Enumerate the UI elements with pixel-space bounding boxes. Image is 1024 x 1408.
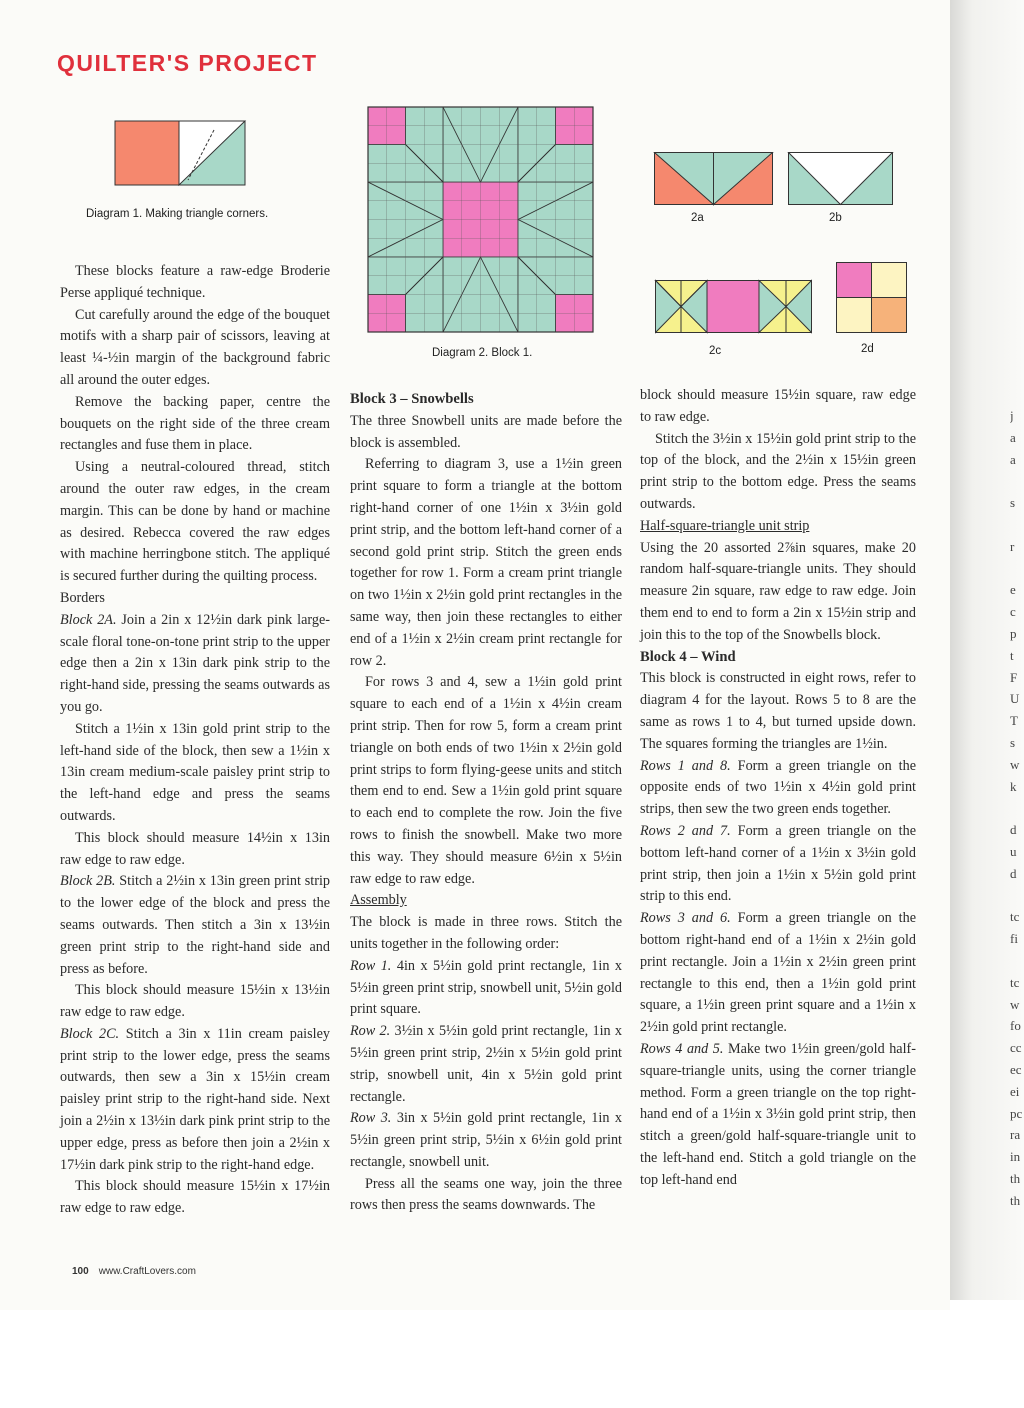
gutter-fragment: w (1010, 996, 1020, 1012)
gutter-fragment: a (1010, 451, 1016, 467)
block-label: Block 2B. (60, 873, 116, 890)
gutter-fragment: r (1010, 538, 1015, 554)
paragraph: This block should measure 15½in x 17½in raw edge to raw edge. (60, 1178, 330, 1217)
diagram-2d (836, 262, 908, 334)
paragraph: block should measure 15½in square, raw edge to raw edge. (640, 387, 916, 425)
subheading-borders: Borders (60, 589, 105, 606)
diagram-2-caption: Diagram 2. Block 1. (432, 347, 533, 359)
gutter-fragment: fi (1010, 931, 1018, 947)
gutter-fragment: th (1010, 1170, 1021, 1186)
paragraph: Block 2B. Stitch a 2½in x 13in green print strip to the lower edge of the block and press the seams outwards. Then stitch a 3in x 13½in green print strip to the right-hand side and press as before. (60, 873, 331, 977)
gutter-fragment: F (1010, 669, 1018, 685)
gutter-fragment: th (1010, 1192, 1021, 1208)
row-label: Rows 1 and 8. (640, 757, 731, 774)
gutter-fragment: fo (1010, 1018, 1021, 1034)
gutter-fragment (1010, 514, 1024, 536)
gutter-fragment: d (1010, 865, 1017, 881)
row-label: Rows 4 and 5. (640, 1040, 724, 1057)
orange-square (115, 121, 179, 185)
diagram-2a-label: 2a (691, 212, 704, 224)
paragraph: Block 2C. Stitch a 3in x 11in cream paisley print strip to the lower edge, press the seams outwards, then sew a 3in x 15½in cream paisley print strip to the right-hand side. Next join a 2½in x 13½in dark pink print strip to the upper edge, press as before then join a 2½in x 17½in dark pink strip to the right-hand edge. (60, 1025, 330, 1173)
paragraph: Row 1. 4in x 5½in gold print rectangle, 1in x 5½in green print strip, snowbell unit, 5½in gold print square. (350, 957, 622, 1018)
paragraph: The three Snowbell units are made before the block is assembled. (350, 412, 622, 451)
gutter-fragment (1010, 797, 1024, 819)
subheading-assembly: Assembly (350, 892, 407, 909)
subheading-hst-strip: Half-square-triangle unit strip (640, 517, 810, 534)
paragraph: This block should measure 14½in x 13in raw edge to raw edge. (60, 829, 330, 868)
diagram-2b (788, 152, 894, 206)
gutter-fragment: t (1010, 647, 1014, 663)
gutter-fragment: k (1010, 778, 1017, 794)
gutter-fragment: ec (1010, 1061, 1022, 1077)
gutter-fragment: p (1010, 625, 1017, 641)
text-column-1 (60, 261, 330, 1220)
gutter-fragment (1010, 470, 1024, 492)
block-label: Block 2C. (60, 1025, 120, 1042)
paragraph: Rows 2 and 7. Form a green triangle on the bottom left-hand corner of a 1½in x 3½in gold print strip, then join a 1½in x 5½in gold print strip to this end. (640, 822, 916, 905)
gutter-fragment: tc (1010, 909, 1020, 925)
diagram-2d-label: 2d (861, 343, 874, 355)
gutter-fragment: a (1010, 429, 1016, 445)
gutter-fragment: j (1010, 408, 1014, 423)
gutter-fragment: U (1010, 691, 1020, 707)
section-header: QUILTER'S PROJECT (57, 50, 318, 76)
gutter-fragment: e (1010, 582, 1016, 598)
diagram-2-block-1 (368, 107, 594, 341)
diagram-2b-label: 2b (829, 212, 842, 224)
diagram-1-caption: Diagram 1. Making triangle corners. (86, 208, 269, 220)
row-label: Row 3. (350, 1110, 392, 1127)
paragraph: Stitch the 3½in x 15½in gold print strip to the top of the block, and the 2½in x 15½in green print strip to the bottom edge. Press the seams outwards. (640, 430, 916, 512)
text-column-2 (350, 389, 622, 1217)
gutter-fragment (1010, 885, 1024, 907)
paragraph: Remove the backing paper, centre the bouquets on the right side of the three cream rectangles and fuse them in place. (60, 393, 330, 454)
paragraph: Rows 3 and 6. Form a green triangle on the bottom right-hand end of a 1½in x 2½in gold print rectangle. Join a 1½in x 2½in green print rectangle to this end, then a 1½in gold print square, a 1½in green print square and a 1½in x 2½in gold print rectangle. (640, 910, 916, 1036)
paragraph: Row 2. 3½in x 5½in gold print rectangle, 1in x 5½in green print strip, 2½in x 5½in gold print strip, snowbell unit, 4in x 5½in gold print rectangle. (350, 1023, 622, 1105)
gutter-fragment: ei (1010, 1083, 1020, 1099)
page-footer (72, 1266, 196, 1277)
paragraph: Block 2A. Join a 2in x 12½in dark pink large-scale floral tone-on-tone print strip to the upper edge then a 2in x 13in dark pink strip to the right-hand side, pressing the seams outwards as you go. (60, 611, 330, 715)
gutter-fragment: s (1010, 734, 1016, 750)
row-label: Row 2. (350, 1023, 391, 1040)
gutter-fragment: s (1010, 495, 1016, 511)
gutter-fragment: ra (1010, 1127, 1021, 1143)
gutter-fragment (1010, 950, 1024, 972)
paragraph: Stitch a 1½in x 13in gold print strip to the left-hand side of the block, then sew a 1½in x 13in cream medium-scale paisley print strip to the left-hand edge and press the seams outwards. (60, 720, 330, 824)
facing-page-edge-text (1010, 405, 1024, 1211)
row-label: Row 1. (350, 957, 392, 974)
gutter-fragment: pc (1010, 1105, 1023, 1121)
paragraph: Cut carefully around the edge of the bouquet motifs with a sharp pair of scissors, leaving at least ¼-½in margin of the background fabric all around the outer edges. (60, 306, 330, 388)
paragraph: Press all the seams one way, join the three rows then press the seams downwards. The (350, 1175, 622, 1214)
row-label: Rows 3 and 6. (640, 910, 731, 927)
paragraph: Using the 20 assorted 2⅞in squares, make 20 random half-square-triangle units. They should measure 2in square, raw edge to raw edge. Join them end to end to form a 2in x 15½in strip and join this to the top of the Snowbells block. (640, 539, 916, 643)
paragraph: This block is constructed in eight rows, refer to diagram 4 for the layout. Rows 5 to 8 are the same as rows 1 to 4, but turned upside down. The squares forming the triangles are 1½in. (640, 670, 916, 752)
paragraph: Rows 1 and 8. Form a green triangle on the opposite ends of two 1½in x 4½in gold print strips, then sew the two green ends together. (640, 757, 916, 818)
gutter-fragment: tc (1010, 974, 1020, 990)
paragraph: Rows 4 and 5. Make two 1½in green/gold half-square-triangle units, using the corner triangle method. Form a green triangle on the top right-hand end of a 1½in x 3½in gold print strip, then stitch a green/gold half-square-triangle unit to the left-hand end. Stitch a gold triangle on the top left-hand end (640, 1040, 916, 1188)
gutter-fragment: T (1010, 713, 1018, 729)
paragraph: Row 3. 3in x 5½in gold print rectangle, 1in x 5½in green print strip, 5½in x 6½in gold print rectangle, snowbell unit. (350, 1110, 622, 1170)
diagram-2a (654, 152, 774, 206)
gutter-fragment: cc (1010, 1040, 1022, 1056)
paragraph: This block should measure 15½in x 13½in raw edge to raw edge. (60, 982, 330, 1021)
diagram-1-triangle-corners (114, 120, 248, 188)
row-label: Rows 2 and 7. (640, 822, 731, 839)
gutter-fragment (1010, 558, 1024, 580)
paragraph: Referring to diagram 3, use a 1½in green print square to form a triangle at the bottom right-hand corner of one 1½in x 3½in gold print strip, and the bottom left-hand corner of a second gold print strip. Stitch the green ends together for row 1. Form a cream print triangle on two 1½in x 2½in gold print rectangles in the same way, then join these rectangles to either end of a 1½in x 2½in cream print rectangle for row 2. (350, 456, 622, 669)
footer-site: www.CraftLovers.com (98, 1266, 196, 1277)
paragraph: These blocks feature a raw-edge Broderie Perse appliqué technique. (60, 263, 330, 301)
gutter-fragment: in (1010, 1149, 1021, 1165)
block-label: Block 2A. (60, 611, 117, 628)
diagram-2c (655, 280, 813, 334)
text-column-3 (640, 385, 916, 1191)
gutter-fragment: w (1010, 756, 1020, 772)
paragraph: For rows 3 and 4, sew a 1½in gold print square to each end of a 1½in x 4½in cream print strip. Then for row 5, form a cream print triangle on both ends of two 1½in x 2½in gold print strips to form flying-geese units and stitch them end to end. Sew a 1½in gold print square to each end to complete the row. Join the five rows to finish the snowbell. Make two more this way. They should measure 6½in x 5½in raw edge to raw edge. (350, 674, 622, 887)
gutter-fragment: u (1010, 843, 1017, 859)
gutter-fragment: c (1010, 604, 1016, 620)
paragraph: Using a neutral-coloured thread, stitch around the outer raw edges, in the cream margin. This can be done by hand or machine as desired. Rebecca covered the raw edges with machine herringbone stitch. The appliqué is secured further during the quilting process. (60, 459, 330, 585)
diagram-2c-label: 2c (709, 345, 722, 357)
paragraph: The block is made in three rows. Stitch the units together in the following order: (350, 914, 622, 952)
gutter-fragment: d (1010, 822, 1017, 838)
page-number: 100 (72, 1266, 89, 1277)
heading-block-4: Block 4 – Wind (640, 648, 736, 665)
heading-block-3: Block 3 – Snowbells (350, 391, 474, 407)
